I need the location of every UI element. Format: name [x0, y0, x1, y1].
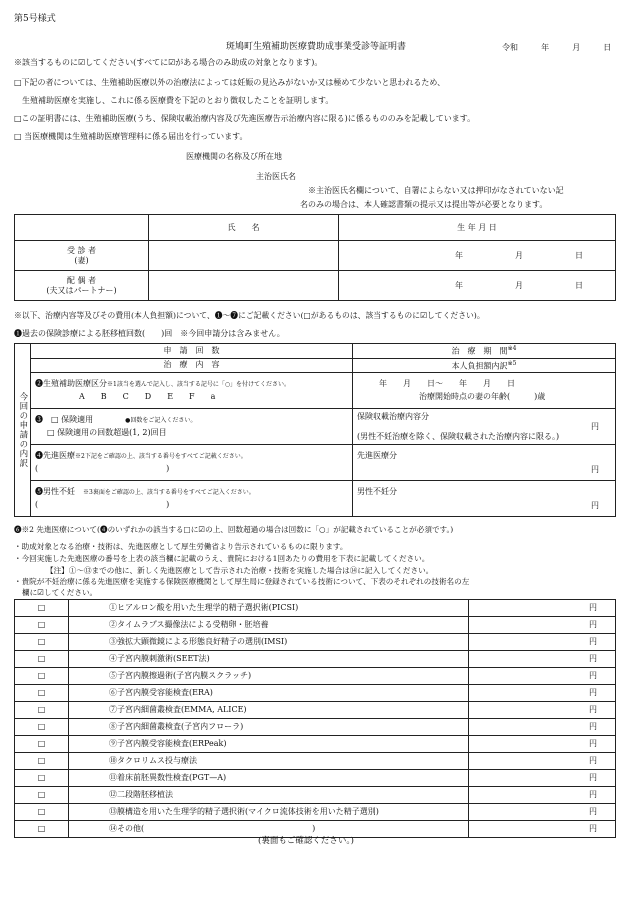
col-dob: 生 年 月 日	[339, 215, 616, 241]
technique-name: ②タイムラプス撮像法による受精卵・胚培養	[69, 617, 469, 634]
advanced-note-4: 【注】①～⑬までの他に、新しく先進医療として告示された治療・技術を実施した場合は⑭に記入してください。	[46, 566, 434, 575]
spouse-name-field[interactable]	[149, 271, 339, 301]
technique-checkbox[interactable]: □	[15, 651, 69, 668]
technique-checkbox[interactable]: □	[15, 702, 69, 719]
technique-cost[interactable]: 円	[469, 634, 616, 651]
insurance-yen: 円	[591, 421, 599, 431]
technique-row	[15, 617, 616, 634]
technique-table	[14, 599, 616, 838]
technique-cost[interactable]: 円	[469, 651, 616, 668]
technique-name: ⑦子宮内細菌叢検査(EMMA, ALICE)	[69, 702, 469, 719]
technique-checkbox[interactable]: □	[15, 719, 69, 736]
institution-label: 医療機関の名称及び所在地	[186, 152, 282, 161]
advanced-note-3: ・今回実施した先進医療の番号を上表の該当欄に記載のうえ、貴院における1回あたりの費用を下表に記載してください。	[14, 554, 430, 563]
advanced-cost-cell[interactable]: 先進医療分 円	[353, 445, 616, 481]
technique-cost[interactable]: 円	[469, 600, 616, 617]
footer-note: (裏面もご確認ください。)	[258, 836, 354, 846]
statement-1[interactable]: □下記の者については、生殖補助医療以外の治療法によっては妊娠の見込みがないか又は極めて少ないと思われるため、	[14, 78, 446, 87]
technique-row	[15, 787, 616, 804]
male-yen: 円	[591, 500, 599, 510]
insurance-cell[interactable]: ❸ □ 保険適用 ●回数をご記入ください。 □ 保険適用の回数超過(1, 2)回目	[31, 409, 353, 445]
technique-row	[15, 736, 616, 753]
technique-checkbox[interactable]: □	[15, 821, 69, 838]
technique-checkbox[interactable]: □	[15, 770, 69, 787]
category-cell[interactable]: ❷生殖補助医療区分※1該当を選んで記入し、該当する記号に「○」を付けてください。 A B C D E F a	[31, 373, 353, 409]
technique-cost[interactable]: 円	[469, 804, 616, 821]
technique-checkbox[interactable]: □	[15, 804, 69, 821]
technique-cost[interactable]: 円	[469, 702, 616, 719]
technique-row	[15, 753, 616, 770]
technique-row	[15, 702, 616, 719]
advanced-note-1: ❻※2 先進医療について(❹のいずれかの該当する□に☑の上、回数超過の場合は回数に「○」が記載されていることが必須です。)	[14, 525, 454, 534]
technique-name: ③強拡大顕微鏡による形態良好精子の選別(IMSI)	[69, 634, 469, 651]
technique-checkbox[interactable]: □	[15, 685, 69, 702]
issue-date	[502, 43, 611, 53]
technique-row	[15, 668, 616, 685]
date-year[interactable]: 年	[541, 43, 550, 52]
patient-label: 受 診 者 (妻)	[15, 241, 149, 271]
advanced-cell[interactable]: ❹先進医療※2下記をご確認の上、該当する番号をすべてご記載ください。 ( )	[31, 445, 353, 481]
patient-dob-field[interactable]: 年 月 日	[339, 241, 616, 271]
technique-cost[interactable]: 円	[469, 736, 616, 753]
technique-row	[15, 770, 616, 787]
technique-cost[interactable]: 円	[469, 821, 616, 838]
advanced-note-2: ・助成対象となる治療・技術は、先進医療として厚生労働省より告示されているものに限ります。	[14, 542, 348, 551]
male-cell[interactable]: ❺男性不妊 ※3裏面をご確認の上、該当する番号をすべてご記入ください。 ( )	[31, 481, 353, 517]
period-cell[interactable]: 年 月 日～ 年 月 日 治療開始時点の妻の年齢( )歳	[353, 373, 616, 409]
insurance-cost-cell[interactable]: 保険収載治療内容分 円 (男性不妊治療を除く、保険収載された治療内容に限る。)	[353, 409, 616, 445]
technique-name: ⑥子宮内膜受容能検査(ERA)	[69, 685, 469, 702]
col-name: 氏 名	[149, 215, 339, 241]
technique-row	[15, 651, 616, 668]
technique-name: ⑨子宮内膜受容能検査(ERPeak)	[69, 736, 469, 753]
technique-row	[15, 821, 616, 838]
advanced-note-6: 欄に☑してください。	[22, 588, 98, 597]
person-blank-cell	[15, 215, 149, 241]
technique-name: ④子宮内膜刺激術(SEET法)	[69, 651, 469, 668]
doctor-label: 主治医氏名	[256, 172, 296, 181]
technique-name: ①ヒアルロン酸を用いた生理学的精子選択術(PICSI)	[69, 600, 469, 617]
date-day[interactable]: 日	[603, 43, 612, 52]
treatment-note: ※以下、治療内容等及びその費用(本人負担額)について、❶～❼にご記載ください(□があるものは、該当するものに☑してください)。	[14, 311, 485, 320]
technique-cost[interactable]: 円	[469, 685, 616, 702]
person-table	[14, 214, 616, 301]
technique-name: ⑤子宮内膜擦過術(子宮内膜スクラッチ)	[69, 668, 469, 685]
technique-cost[interactable]: 円	[469, 787, 616, 804]
doctor-note-1: ※主治医氏名欄について、自署によらない又は押印がなされていない記	[308, 186, 564, 195]
form-number: 第5号様式	[14, 14, 56, 24]
technique-checkbox[interactable]: □	[15, 753, 69, 770]
h-count: 申 請 回 数	[31, 344, 353, 359]
form-title: 斑鳩町生殖補助医療費助成事業受診等証明書	[226, 42, 407, 52]
technique-row	[15, 600, 616, 617]
date-era: 令和	[502, 43, 518, 52]
technique-checkbox[interactable]: □	[15, 668, 69, 685]
technique-name: ⑬膜構造を用いた生理学的精子選択術(マイクロ流体技術を用いた精子選別)	[69, 804, 469, 821]
technique-checkbox[interactable]: □	[15, 736, 69, 753]
advanced-yen: 円	[591, 464, 599, 474]
past-transfer-count[interactable]: ❶過去の保険診療による胚移植回数( )回 ※今回申請分は含みません。	[14, 329, 285, 338]
technique-cost[interactable]: 円	[469, 668, 616, 685]
technique-name: ⑫二段階胚移植法	[69, 787, 469, 804]
application-table	[14, 343, 616, 517]
technique-checkbox[interactable]: □	[15, 617, 69, 634]
technique-name: ⑧子宮内細菌叢検査(子宮内フローラ)	[69, 719, 469, 736]
check-instruction: ※該当するものに☑してください(すべてに☑がある場合のみ助成の対象となります)。	[14, 58, 323, 67]
technique-row	[15, 804, 616, 821]
h-burden: 本人負担額内訳$^{※5}$	[353, 358, 616, 373]
statement-1-cont: 生殖補助医療を実施し、これに係る医療費を下記のとおり徴収したことを証明します。	[22, 96, 334, 105]
technique-name: ⑭その他( )	[69, 821, 469, 838]
doctor-note-2: 名のみの場合は、本人確認書類の提示又は提出等が必要となります。	[300, 200, 548, 209]
male-cost-cell[interactable]: 男性不妊分 円	[353, 481, 616, 517]
h-content: 治 療 内 容	[31, 358, 353, 373]
technique-row	[15, 719, 616, 736]
statement-3[interactable]: □ 当医療機関は生殖補助医療管理料に係る届出を行っています。	[14, 132, 248, 141]
h-period: 治 療 期 間$^{※4}$	[353, 344, 616, 359]
patient-name-field[interactable]	[149, 241, 339, 271]
spouse-dob-field[interactable]: 年 月 日	[339, 271, 616, 301]
technique-row	[15, 685, 616, 702]
advanced-note-5: ・貴院が不妊治療に係る先進医療を実施する保険医療機関として厚生局に登録されている技術について、下表のそれぞれの技術名の左	[14, 577, 470, 586]
technique-cost[interactable]: 円	[469, 753, 616, 770]
technique-cost[interactable]: 円	[469, 617, 616, 634]
technique-cost[interactable]: 円	[469, 719, 616, 736]
technique-name: ⑪着床前胚異数性検査(PGT—A)	[69, 770, 469, 787]
technique-checkbox[interactable]: □	[15, 787, 69, 804]
side-label: 今回の申請の内訳	[15, 344, 31, 517]
technique-checkbox[interactable]: □	[15, 634, 69, 651]
technique-row	[15, 634, 616, 651]
technique-name: ⑩タクロリムス投与療法	[69, 753, 469, 770]
spouse-label: 配 偶 者 (夫又はパートナー)	[15, 271, 149, 301]
technique-checkbox[interactable]: □	[15, 600, 69, 617]
statement-2[interactable]: □この証明書には、生殖補助医療(うち、保険収載治療内容及び先進医療告示治療内容に限る)に係るもののみを記載しています。	[14, 114, 476, 123]
technique-cost[interactable]: 円	[469, 770, 616, 787]
date-month[interactable]: 月	[572, 43, 581, 52]
